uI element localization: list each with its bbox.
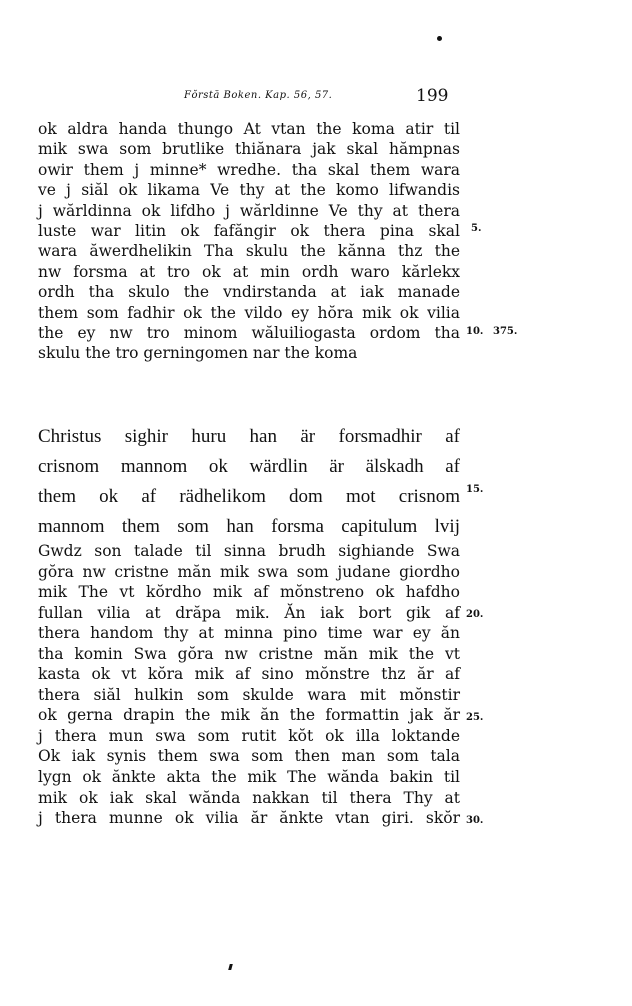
text-line: j thera munne ok vilia ăr ănkte vtan giri. skŏr [38,809,460,828]
text-line: thera siăl hulkin som skulde wara mit mŏnstir [38,685,460,704]
text-line: ve j siăl ok likama Ve thy at the komo lifwandis [38,181,460,200]
text-line: j thera mun swa som rutit kŏt ok illa loktande [38,726,460,745]
text-line: skulu the tro gerningomen nar the koma [38,344,358,363]
heading-line: Christus sighir huru han är forsmadhir af [38,426,460,447]
text-line: wara ăwerdhelikin Tha skulu the kănna thz the [38,242,460,261]
margin-line-number: 30. [466,815,484,826]
heading-line: crisnom mannom ok wärdlin är älskadh af [38,456,460,477]
text-line: owir them j minne* wredhe. tha skal them wara [38,160,460,179]
text-line: gŏra nw cristne măn mik swa som judane giordho [38,562,460,581]
text-line: fullan vilia at drăpa mik. Ăn iak bort gik af [38,603,460,622]
margin-line-number: 10. [466,326,484,337]
text-line: luste war litin ok fafăngir ok thera pina skal [38,221,460,240]
text-line: them som fadhir ok the vildo ey hŏra mik ok vilia [38,303,460,322]
ink-speck-bottom [228,964,233,970]
ink-speck-top [437,36,442,41]
margin-line-number: 15. [466,484,484,495]
paragraph-2 [38,541,460,829]
heading-line: mannom them som han forsma capitulum lvij [38,516,460,537]
text-line: ordh tha skulo the vndirstanda at iak manade [38,283,460,302]
margin-line-number: 5. [471,223,482,234]
margin-line-number: 20. [466,609,484,620]
text-line: thera handom thy at minna pino time war ey ăn [38,624,460,643]
text-line: lygn ok ănkte akta the mik The wănda bakin til [38,768,460,787]
text-line: j wărldinna ok lifdho j wărldinne Ve thy at thera [38,201,460,220]
page-number: 199 [416,86,449,106]
paragraph-1 [38,119,460,364]
chapter-heading [38,422,460,542]
text-line: the ey nw tro minom wăluiliogasta ordom tha [38,323,460,342]
text-line: ok aldra handa thungo At vtan the koma atir til [38,120,460,138]
text-line: Gwdz son talade til sinna brudh sighiande Swa [38,542,460,560]
heading-line: them ok af rädhelikom dom mot crisnom [38,486,460,507]
running-title: Fŏrstă Boken. Kap. 56, 57. [184,90,333,101]
text-line: mik The vt kŏrdho mik af mŏnstreno ok hafdho [38,583,460,602]
text-line: nw forsma at tro ok at min ordh waro kărlekx [38,262,460,281]
text-line: Ok iak synis them swa som then man som tala [38,747,460,766]
text-line: ok gerna drapin the mik ăn the formattin jak ăr [38,706,460,725]
margin-line-number: 375. [493,326,518,337]
text-line: kasta ok vt kŏra mik af sino mŏnstre thz ăr af [38,665,460,684]
text-line: tha komin Swa gŏra nw cristne măn mik the vt [38,644,460,663]
margin-line-number: 25. [466,712,484,723]
page-header [0,86,632,106]
text-line: mik ok iak skal wănda nakkan til thera Thy at [38,788,460,807]
text-line: mik swa som brutlike thiănara jak skal hămpnas [38,140,460,159]
